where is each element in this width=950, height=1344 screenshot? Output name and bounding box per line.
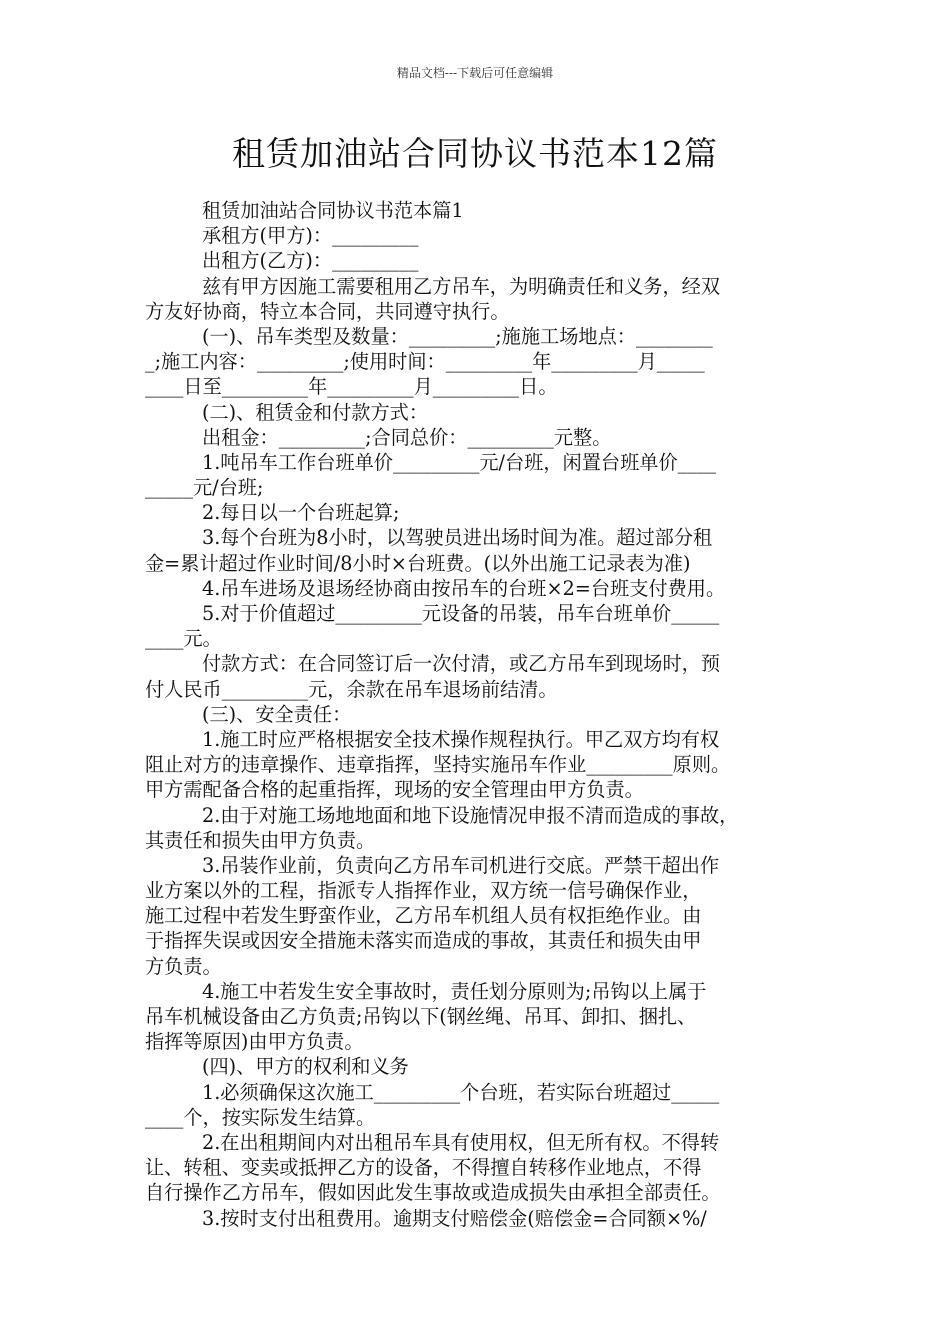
body-line: 自行操作乙方吊车，假如因此发生事故或造成损失由承担全部责任。 — [145, 1181, 721, 1205]
body-line: ____日至_________年_________月_________日。 — [145, 375, 558, 399]
body-line: (二)、租赁金和付款方式： — [202, 400, 429, 424]
body-line: 3.每个台班为8小时，以驾驶员进出场时间为准。超过部分租 — [202, 526, 713, 550]
body-line: 3.吊装作业前，负责向乙方吊车司机进行交底。严禁干超出作 — [202, 853, 720, 877]
body-line: 兹有甲方因施工需要租用乙方吊车，为明确责任和义务，经双 — [202, 274, 721, 298]
body-line: 出租方(乙方)：_________ — [202, 249, 419, 273]
body-line: (一)、吊车类型及数量：_________;施施工场地点：________ — [202, 324, 713, 348]
document-title: 租赁加油站合同协议书范本12篇 — [232, 134, 718, 173]
body-line: 付人民币_________元，余款在吊车退场前结清。 — [145, 677, 558, 701]
body-line: 1.吨吊车工作台班单价_________元/台班，闲置台班单价____ — [202, 450, 717, 474]
body-line: 甲方需配备合格的起重指挥，现场的安全管理由甲方负责。 — [145, 778, 644, 802]
page-header-note: 精品文档---下载后可任意编辑 — [396, 66, 554, 80]
body-line: 于指挥失误或因安全措施未落实而造成的事故，其责任和损失由甲 — [145, 929, 702, 953]
body-line: 2.在出租期间内对出租吊车具有使用权，但无所有权。不得转 — [202, 1130, 720, 1154]
body-line: 其责任和损失由甲方负责。 — [145, 828, 376, 852]
body-line: 业方案以外的工程，指派专人指挥作业，双方统一信号确保作业， — [145, 879, 702, 903]
body-line: 4.施工中若发生安全事故时，责任划分原则为;吊钩以上属于 — [202, 979, 707, 1003]
body-line: 1.必须确保这次施工_________个台班，若实际台班超过_____ — [202, 1080, 720, 1104]
body-line: ____元。 — [145, 627, 222, 651]
body-line: _;施工内容：_________;使用时间：_________年_________月_____ — [145, 350, 705, 374]
body-line: 方负责。 — [145, 954, 222, 978]
body-line: 施工过程中若发生野蛮作业，乙方吊车机组人员有权拒绝作业。由 — [145, 904, 702, 928]
body-line: 4.吊车进场及退场经协商由按吊车的台班×2=台班支付费用。 — [202, 576, 726, 600]
body-line: 吊车机械设备由乙方负责;吊钩以下(钢丝绳、吊耳、卸扣、捆扎、 — [145, 1005, 697, 1028]
body-line: 阻止对方的违章操作、违章指挥，坚持实施吊车作业_________原则。 — [145, 753, 731, 777]
body-line: 5.对于价值超过_________元设备的吊装，吊车台班单价_____ — [202, 602, 720, 625]
body-line: 1.施工时应严格根据安全技术操作规程执行。甲乙双方均有权 — [202, 727, 720, 751]
body-line: 出租金：_________;合同总价：_________元整。 — [202, 425, 612, 449]
body-line: 金=累计超过作业时间/8小时×台班费。(以外出施工记录表为准) — [145, 551, 691, 575]
body-line: (四)、甲方的权利和义务 — [202, 1055, 409, 1079]
body-line: 2.由于对施工场地地面和地下设施情况申报不清而造成的事故， — [202, 803, 739, 827]
body-line: _____元/台班; — [145, 476, 264, 500]
body-line: 指挥等原因)由甲方负责。 — [145, 1030, 364, 1054]
body-line: 3.按时支付出租费用。逾期支付赔偿金(赔偿金=合同额×%/ — [202, 1206, 707, 1230]
document-body — [145, 198, 825, 1231]
body-line: ____个，按实际发生结算。 — [145, 1105, 376, 1129]
body-line: 方友好协商，特立本合同，共同遵守执行。 — [145, 299, 510, 323]
body-line: (三)、安全责任： — [202, 702, 352, 726]
body-line: 付款方式：在合同签订后一次付清，或乙方吊车到现场时，预 — [202, 652, 721, 676]
body-line: 承租方(甲方)：_________ — [202, 224, 419, 248]
body-line: 2.每日以一个台班起算; — [202, 501, 400, 525]
body-line: 让、转租、变卖或抵押乙方的设备，不得擅自转移作业地点，不得 — [145, 1156, 702, 1180]
body-line: 租赁加油站合同协议书范本篇1 — [202, 199, 464, 222]
